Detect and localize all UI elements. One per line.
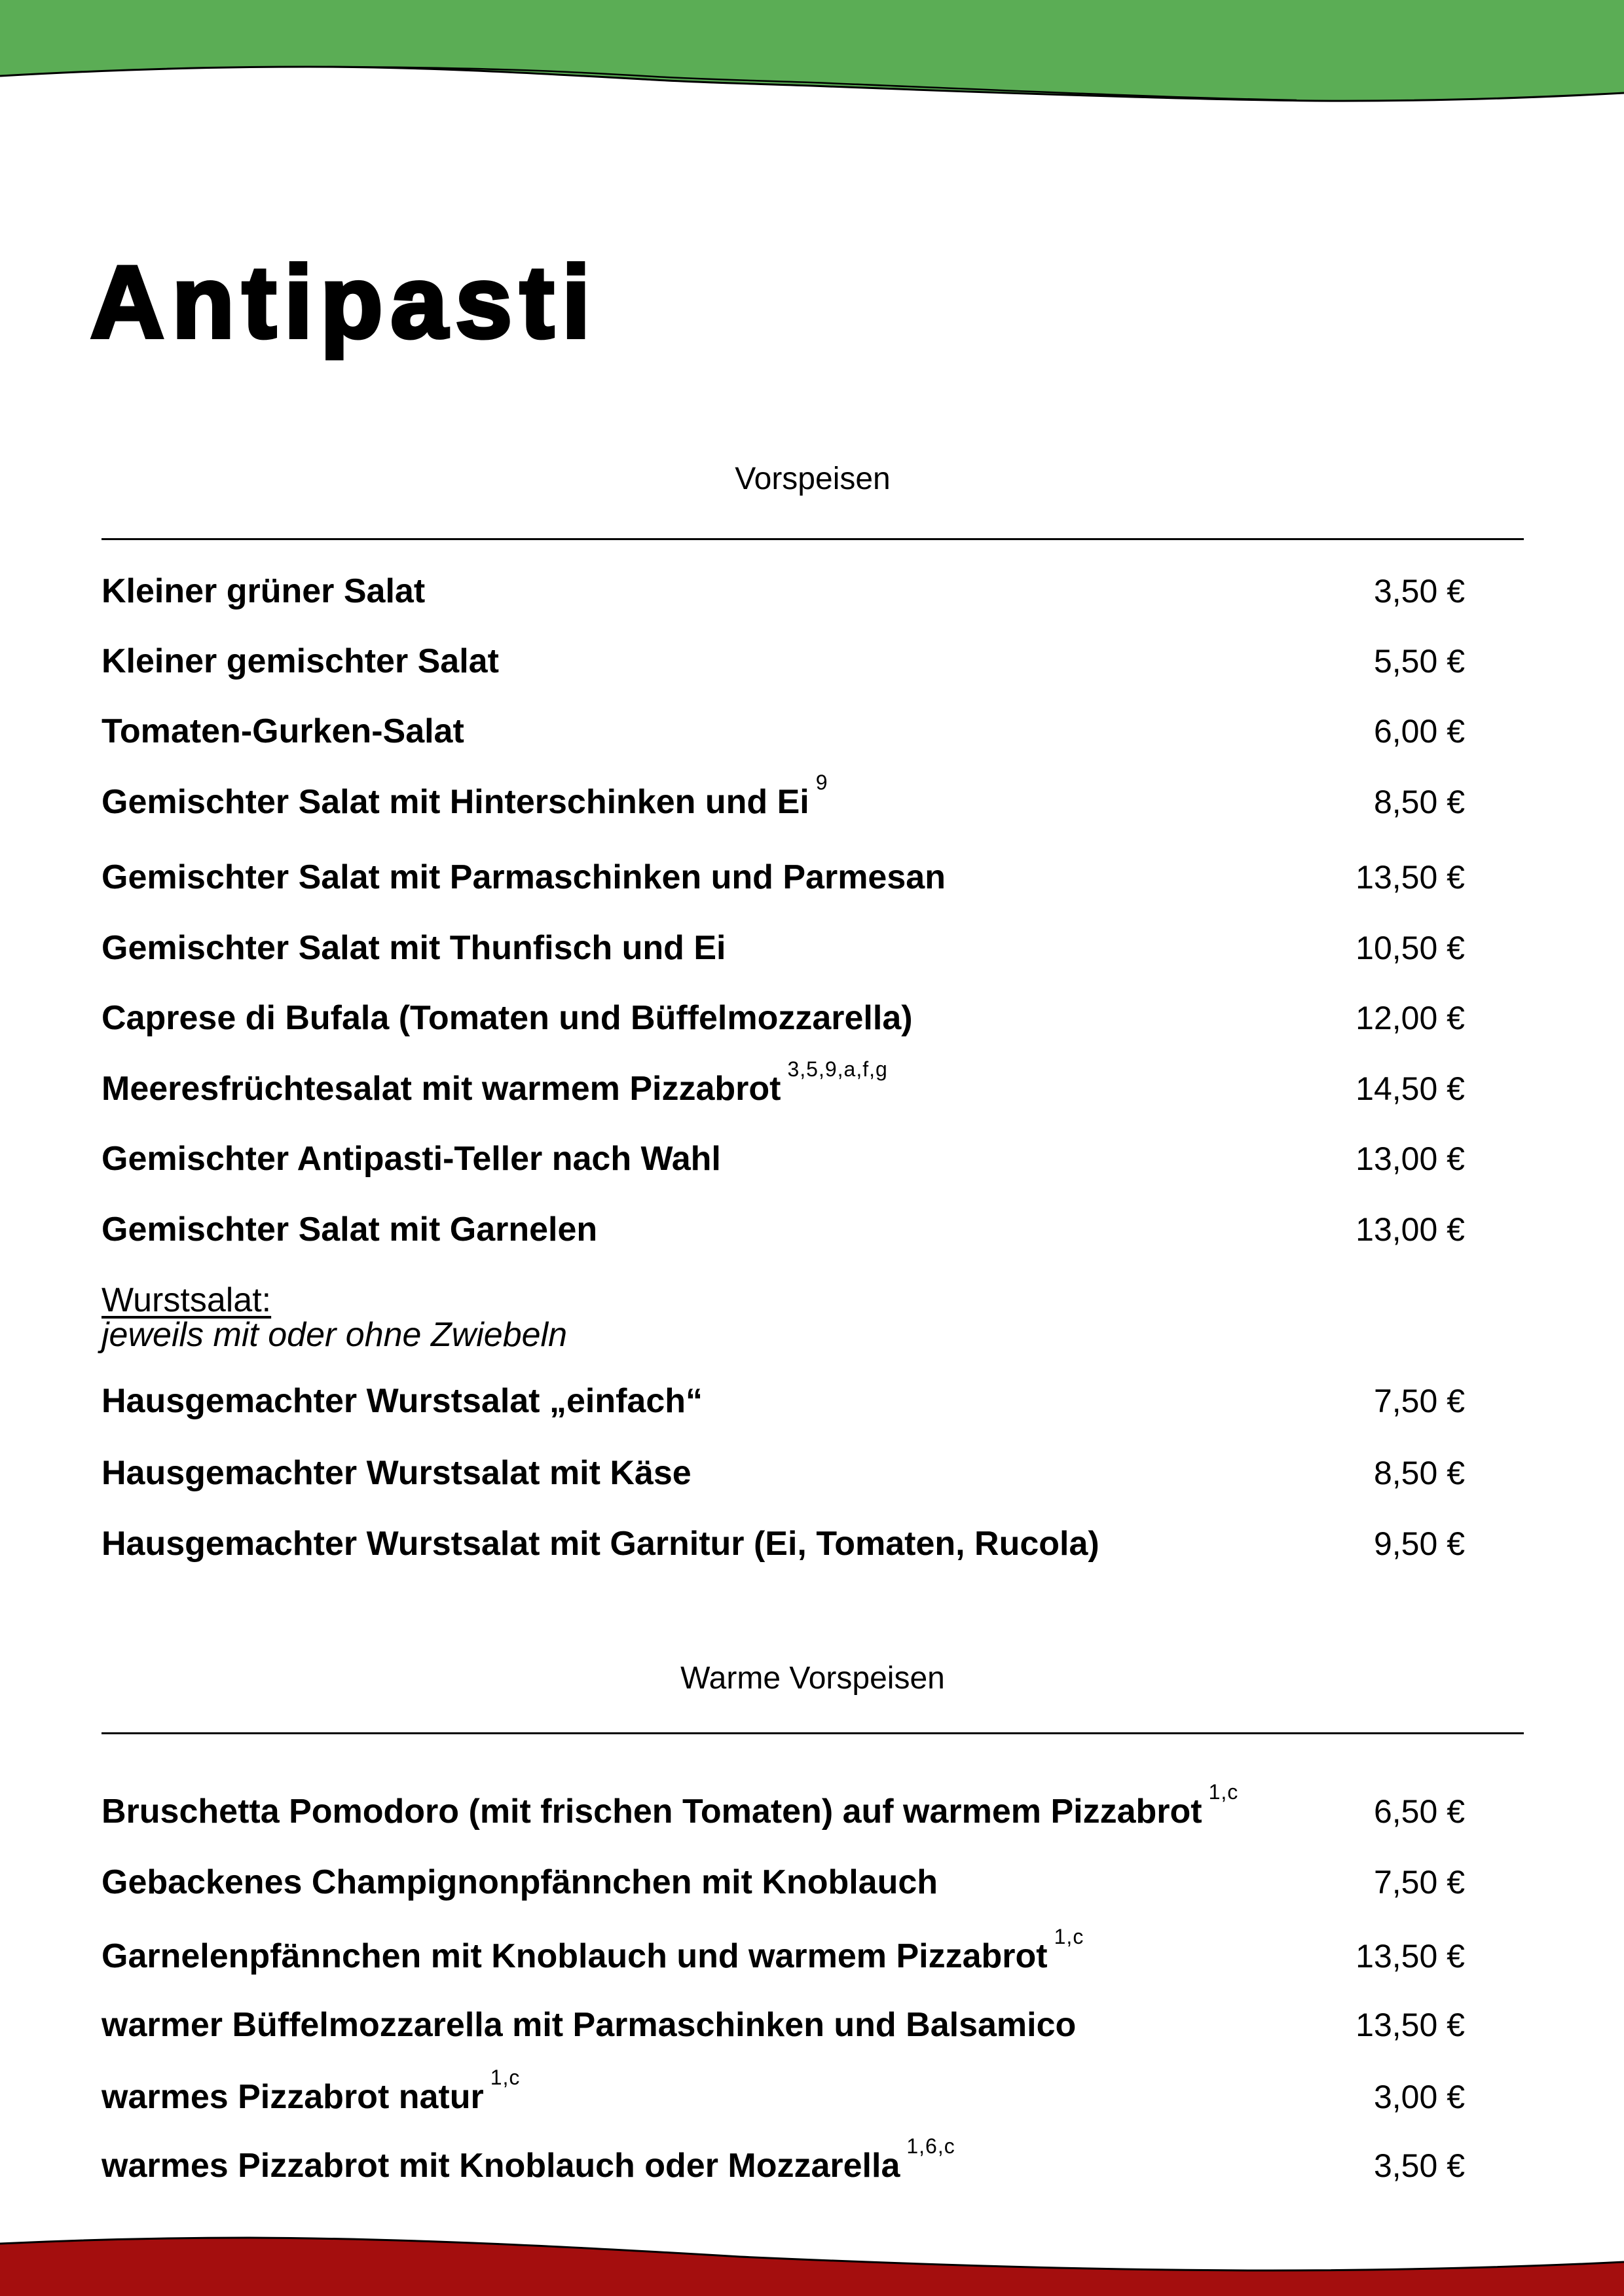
item-name xyxy=(101,642,499,681)
item-price: 7,50 € xyxy=(1373,1864,1465,1901)
item-name-text: Kleiner gemischter Salat xyxy=(101,642,499,680)
subsection-wurstsalat xyxy=(101,1283,567,1353)
item-name-text: warmes Pizzabrot natur xyxy=(101,2078,484,2116)
item-name xyxy=(101,1139,721,1178)
item-price: 14,50 € xyxy=(1356,1070,1465,1107)
item-name-text: Caprese di Bufala (Tomaten und Büffelmozzarella) xyxy=(101,999,913,1037)
item-name-text: Hausgemachter Wurstsalat „einfach“ xyxy=(101,1382,703,1420)
menu-item-row xyxy=(101,712,1465,751)
bottom-wave-decoration-icon xyxy=(0,2178,1624,2296)
item-footnote: 9 xyxy=(815,770,828,794)
item-price: 3,50 € xyxy=(1373,2147,1465,2184)
item-price: 8,50 € xyxy=(1373,784,1465,820)
item-name-text: Gemischter Salat mit Parmaschinken und Parmesan xyxy=(101,858,946,896)
menu-item-row xyxy=(101,1924,1465,1976)
item-price: 13,00 € xyxy=(1356,1140,1465,1177)
item-name xyxy=(101,1453,692,1493)
menu-item-row xyxy=(101,1524,1465,1563)
section-divider xyxy=(101,1732,1524,1734)
menu-item-row xyxy=(101,1381,1465,1421)
item-name xyxy=(101,572,425,611)
item-name-text: Tomaten-Gurken-Salat xyxy=(101,712,464,750)
subsection-note: jeweils mit oder ohne Zwiebeln xyxy=(101,1316,568,1354)
menu-item-row xyxy=(101,1210,1465,1249)
menu-item-row xyxy=(101,2005,1465,2045)
menu-item-row xyxy=(101,642,1465,681)
item-name-text: Gemischter Salat mit Hinterschinken und Ei xyxy=(101,783,809,821)
item-price: 8,50 € xyxy=(1373,1455,1465,1491)
item-footnote: 1,c xyxy=(1208,1779,1239,1804)
item-name xyxy=(101,1524,1099,1563)
section-heading-warme-vorspeisen: Warme Vorspeisen xyxy=(680,1661,945,1696)
section-heading-vorspeisen: Vorspeisen xyxy=(735,462,891,496)
item-name xyxy=(101,1210,597,1249)
item-price: 10,50 € xyxy=(1356,930,1465,966)
top-wave-decoration-icon xyxy=(0,0,1624,131)
menu-item-row xyxy=(101,928,1465,968)
item-price: 7,50 € xyxy=(1373,1383,1465,1419)
menu-item-row xyxy=(101,572,1465,611)
item-price: 12,00 € xyxy=(1356,1000,1465,1036)
subsection-label: Wurstsalat: xyxy=(101,1281,272,1319)
menu-item-row xyxy=(101,1863,1465,1902)
item-price: 5,50 € xyxy=(1373,643,1465,680)
item-price: 13,50 € xyxy=(1356,2007,1465,2043)
item-name-text: Hausgemachter Wurstsalat mit Käse xyxy=(101,1454,692,1492)
section-divider xyxy=(101,538,1524,540)
item-name-text: Garnelenpfännchen mit Knoblauch und warmem Pizzabrot xyxy=(101,1937,1048,1975)
item-price: 3,50 € xyxy=(1373,573,1465,610)
menu-item-row xyxy=(101,1453,1465,1493)
item-footnote: 1,c xyxy=(1054,1924,1084,1948)
item-name-text: Gebackenes Champignonpfännchen mit Knoblauch xyxy=(101,1863,938,1901)
item-name-text: Meeresfrüchtesalat mit warmem Pizzabrot xyxy=(101,1070,781,1108)
item-price: 3,00 € xyxy=(1373,2079,1465,2115)
item-price: 9,50 € xyxy=(1373,1525,1465,1562)
item-name xyxy=(101,1057,888,1108)
item-name-text: warmer Büffelmozzarella mit Parmaschinken und Balsamico xyxy=(101,2006,1077,2044)
menu-item-row xyxy=(101,858,1465,897)
item-name-text: Gemischter Salat mit Thunfisch und Ei xyxy=(101,929,726,967)
item-price: 6,50 € xyxy=(1373,1793,1465,1830)
item-name-text: warmes Pizzabrot mit Knoblauch oder Mozzarella xyxy=(101,2147,900,2185)
menu-item-row xyxy=(101,770,1465,822)
menu-item-row xyxy=(101,1779,1465,1831)
item-footnote: 1,6,c xyxy=(906,2134,955,2158)
menu-item-row xyxy=(101,2065,1465,2117)
item-name xyxy=(101,1779,1239,1831)
item-name xyxy=(101,998,913,1038)
item-name xyxy=(101,858,946,897)
item-name xyxy=(101,770,828,822)
item-footnote: 3,5,9,a,f,g xyxy=(787,1057,888,1081)
menu-item-row xyxy=(101,1139,1465,1178)
page-title: Antipasti xyxy=(90,246,599,359)
item-name-text: Kleiner grüner Salat xyxy=(101,572,426,610)
item-price: 13,00 € xyxy=(1356,1211,1465,1248)
menu-item-row xyxy=(101,998,1465,1038)
item-name xyxy=(101,1863,938,1902)
item-name-text: Gemischter Salat mit Garnelen xyxy=(101,1211,598,1248)
item-name-text: Hausgemachter Wurstsalat mit Garnitur (Ei, Tomaten, Rucola) xyxy=(101,1525,1099,1563)
item-name xyxy=(101,2065,521,2117)
item-name xyxy=(101,2005,1076,2045)
item-name xyxy=(101,712,464,751)
item-price: 13,50 € xyxy=(1356,1938,1465,1975)
item-name xyxy=(101,1924,1084,1976)
item-name-text: Bruschetta Pomodoro (mit frischen Tomaten) auf warmem Pizzabrot xyxy=(101,1793,1202,1831)
item-name xyxy=(101,1381,703,1421)
item-price: 6,00 € xyxy=(1373,713,1465,750)
item-name xyxy=(101,928,726,968)
item-footnote: 1,c xyxy=(490,2065,521,2089)
menu-item-row xyxy=(101,1057,1465,1108)
item-price: 13,50 € xyxy=(1356,859,1465,896)
item-name-text: Gemischter Antipasti-Teller nach Wahl xyxy=(101,1140,721,1178)
